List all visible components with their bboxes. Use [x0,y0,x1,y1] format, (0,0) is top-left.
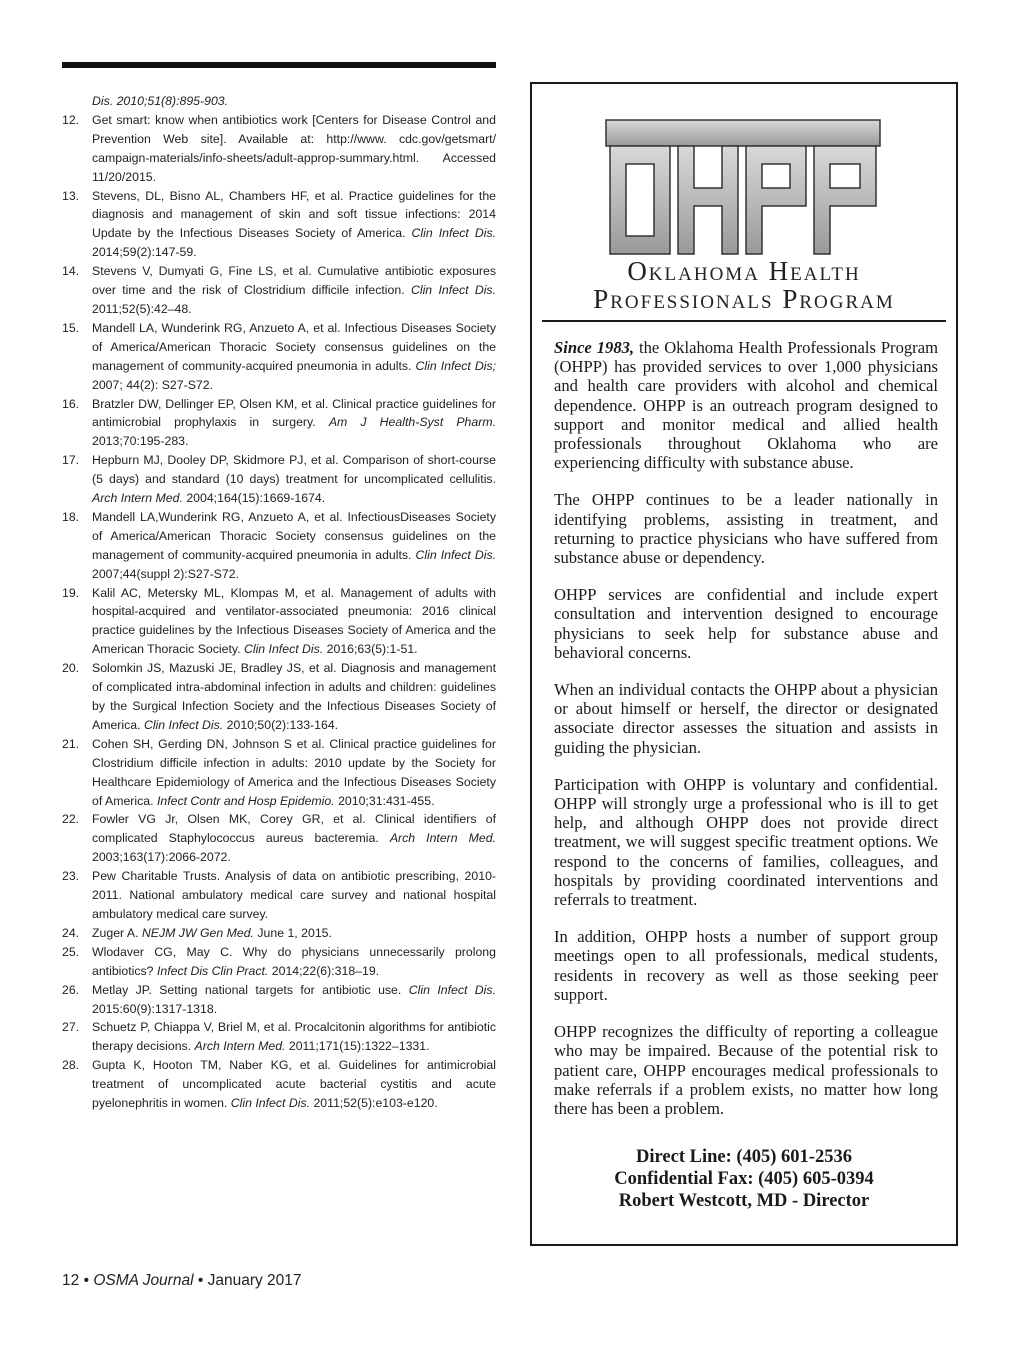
logo-top-band [606,120,880,146]
reference-continuation [62,92,496,111]
ad-body [554,338,938,1136]
reference-citation: Hepburn MJ, Dooley DP, Skidmore PJ, et al. Comparison of short-course (5 days) and standard (10 days) treatment for uncomplicated cellulitis. [92,453,496,487]
issue-date: January 2017 [207,1272,302,1289]
reference-item [62,451,496,508]
reference-list [62,92,496,1113]
reference-citation: Mandell LA, Wunderink RG, Anzueto A, et al. Infectious Diseases Society of America/American Thoracic Society consensus guidelines on the management of community-acquired pneumonia in adults. [92,320,496,373]
ad-paragraph-2: The OHPP continues to be a leader nationally in identifying problems, assisting in treatment, and returning to practice physicians who have suffered from substance abuse or dependency. [554,490,938,568]
reference-number: 13. [62,188,80,203]
top-rule [62,62,496,68]
reference-text [92,319,496,395]
program-name-line2: Professionals Program [593,284,895,314]
reference-text [92,735,496,811]
confidential-fax: Confidential Fax: (405) 605-0394 [614,1169,874,1189]
reference-text [92,111,496,187]
reference-item [62,867,496,924]
reference-volume: 2013;70:195-283. [92,434,189,449]
reference-journal: Am J Health-Syst Pharm. [328,415,496,430]
reference-citation: Get smart: know when antibiotics work [Centers for Disease Control and Prevention Web site]. Available at: http://www. cdc.gov/getsmart/ campaign-materials/info-sheets/adult-approp-summary.html. Accessed 11/20/2015. [92,112,496,184]
reference-item [62,319,496,395]
direct-line: Direct Line: (405) 601-2536 [636,1147,852,1167]
reference-number: 20. [62,661,80,676]
reference-volume: 2015:60(9):1317-1318. [92,1001,218,1016]
reference-text [92,262,496,319]
reference-citation: Mandell LA,Wunderink RG, Anzueto A, et al. InfectiousDiseases Society of America/American Thoracic Society consensus guidelines on the management of community-acquired pneumonia in adults. [92,509,496,562]
reference-number: 15. [62,320,80,335]
reference-journal: Infect Dis Clin Pract. [156,963,269,978]
reference-citation: Bratzler DW, Dellinger EP, Olsen KM, et al. Clinical practice guidelines for antimicrobial prophylaxis in surgery. [92,396,496,430]
reference-item [62,508,496,584]
ad-divider [542,320,946,322]
reference-text [92,943,496,981]
reference-citation: Stevens V, Dumyati G, Fine LS, et al. Cumulative antibiotic exposures over time and the risk of Clostridium difficile infection. [92,264,496,298]
contact-block [532,1146,956,1212]
ad-paragraph-5: Participation with OHPP is voluntary and confidential. OHPP will strongly urge a professional who is ill to get help, and although OHPP does not provide direct treatment, we will suggest specific treatment options. We respond to the concerns of families, colleagues, and hospitals by providing coordinated interventions and referrals to treatment. [554,774,938,910]
reference-text [92,508,496,584]
director-name: Robert Westcott, MD - Director [618,1191,870,1211]
reference-journal: Clin Infect Dis. [410,283,496,298]
reference-volume: 2010;50(2):133-164. [226,717,339,732]
reference-journal: Clin Infect Dis; [415,358,497,373]
reference-text [92,659,496,735]
reference-citation: Gupta K, Hooton TM, Naber KG, et al. Guidelines for antimicrobial treatment of uncomplicated acute bacterial cystitis and acute pyelonephritis in women. [92,1058,496,1111]
ad-paragraph-7: OHPP recognizes the difficulty of reporting a colleague who may be impaired. Because of the potential risk to patient care, OHPP encourages medical professionals to make referrals if a problem exists, no matter how long there has been a problem. [554,1022,938,1118]
page-number: 12 [62,1272,80,1289]
ad-paragraph-3: OHPP services are confidential and include expert consultation and intervention designed to encourage physicians to seek help for substance abuse and behavioral concerns. [554,585,938,662]
reference-citation: Wlodaver CG, May C. Why do physicians unnecessarily prolong antibiotics? [92,944,496,978]
reference-volume: 2004;164(15):1669-1674. [186,491,326,506]
reference-citation: Cohen SH, Gerding DN, Johnson S et al. Clinical practice guidelines for Clostridium difficile infection in adults: 2010 update by the Society for Healthcare Epidemiology of America and the Infectious Diseases Society of America. [92,736,496,808]
footer-bullet-2: • [197,1272,204,1289]
footer-bullet-1: • [83,1272,89,1289]
reference-journal: Clin Infect Dis. [411,226,497,241]
logo-letter-o [610,146,670,254]
reference-volume: 2011;171(15):1322–1331. [288,1039,430,1054]
reference-citation: Metlay JP. Setting national targets for antibiotic use. [92,982,402,997]
reference-citation: Pew Charitable Trusts. Analysis of data on antibiotic prescribing, 2010-2011. National ambulatory medical care survey and national hospital ambulatory medical care survey. [92,869,496,921]
reference-text [92,451,496,508]
reference-text [92,1056,496,1113]
reference-journal: Clin Infect Dis. [243,642,324,657]
reference-number: 28. [62,1058,80,1073]
reference-journal: Arch Intern Med. [194,1039,286,1054]
reference-text [92,981,496,1019]
reference-citation: Kalil AC, Metersky ML, Klompas M, et al. Management of adults with hospital-acquired and ventilator-associated pneumonia: 2016 clinical practice guidelines by the Infectious Diseases Society of America and the American Thoracic Society. [92,585,496,657]
ad-paragraph-4: When an individual contacts the OHPP about a physician or about himself or herself, the director or designated associate director assesses the situation and assists in guiding the physician. [554,680,938,757]
reference-number: 21. [62,736,80,751]
ohpp-advertisement [530,82,958,1246]
reference-number: 12. [62,112,80,127]
reference-journal: Clin Infect Dis. [143,717,224,732]
journal-name: OSMA Journal [93,1272,194,1289]
reference-item [62,187,496,263]
reference-text [92,924,496,943]
reference-item [62,981,496,1019]
reference-volume: 2007;44(suppl 2):S27-S72. [92,566,239,581]
ohpp-logo-graphic [604,118,882,260]
page-footer [62,1272,302,1290]
reference-volume: 2007; 44(2): S27-S72. [92,377,213,392]
reference-number: 16. [62,396,80,411]
reference-number: 26. [62,982,80,997]
reference-citation: Zuger A. [92,925,139,940]
reference-number: 18. [62,509,80,524]
reference-citation: Fowler VG Jr, Olsen MK, Corey GR, et al. Clinical identifiers of complicated Staphylococcus aureus bacteremia. [92,812,496,846]
reference-journal: Clin Infect Dis. [230,1096,311,1111]
ad-paragraph-1 [554,338,938,472]
reference-citation: Schuetz P, Chiappa V, Briel M, et al. Procalcitonin algorithms for antibiotic therapy decisions. [92,1020,496,1054]
reference-journal: Clin Infect Dis. [408,982,496,997]
reference-journal: Infect Contr and Hosp Epidemio. [156,793,335,808]
reference-item [62,810,496,867]
logo-letter-p2 [814,146,876,254]
ad-paragraph-1-text: the Oklahoma Health Professionals Program (OHPP) has provided services to over 1,000 physicians and health care providers with alcohol and chemical dependence. OHPP is an outreach program designed to support and monitor medical and allied health professionals throughout Oklahoma who are experiencing difficulty with substance abuse. [554,338,938,473]
reference-volume: 2014;22(6):318–19. [271,963,380,978]
reference-citation: Stevens, DL, Bisno AL, Chambers HF, et al. Practice guidelines for the diagnosis and management of skin and soft tissue infections: 2014 Update by the Infectious Diseases Society of America. [92,188,496,241]
reference-item [62,735,496,811]
reference-journal: Arch Intern Med. [389,831,497,846]
reference-volume: 2010;31:431-455. [338,793,435,808]
reference-text [92,1018,496,1056]
reference-item [62,395,496,452]
reference-continuation-text: Dis. 2010;51(8):895-903. [92,94,229,108]
reference-journal: Clin Infect Dis. [415,547,497,562]
reference-text [92,867,496,924]
reference-items [62,111,496,1113]
reference-journal: NEJM JW Gen Med. [141,925,254,940]
reference-text [92,187,496,263]
reference-item [62,1018,496,1056]
program-name-line1: Oklahoma Health [627,256,861,286]
reference-item [62,1056,496,1113]
reference-volume: 2003;163(17):2066-2072. [92,850,231,865]
reference-citation: Solomkin JS, Mazuski JE, Bradley JS, et al. Diagnosis and management of complicated intra-abdominal infection in adults and children: guidelines by the Surgical Infection Society and the Infectious Diseases Society of America. [92,661,496,732]
reference-item [62,924,496,943]
reference-item [62,943,496,981]
reference-number: 19. [62,585,80,600]
reference-item [62,659,496,735]
reference-number: 22. [62,812,80,827]
reference-number: 27. [62,1020,80,1035]
reference-volume: 2014;59(2):147-59. [92,245,197,260]
ad-paragraph-6: In addition, OHPP hosts a number of support group meetings open to all professionals, medical students, residents in recovery as well as those seeking peer support. [554,927,938,1004]
reference-volume: 2011;52(5):e103-e120. [313,1096,438,1111]
reference-text [92,584,496,660]
reference-number: 14. [62,264,80,279]
reference-number: 25. [62,944,80,959]
ohpp-logo [604,118,882,260]
reference-volume: 2016;63(5):1-51. [326,642,418,657]
reference-text [92,395,496,452]
since-1983: Since 1983, [554,338,635,357]
reference-item [62,111,496,187]
reference-volume: 2011;52(5):42–48. [92,301,192,316]
reference-number: 23. [62,869,80,884]
reference-number: 24. [62,925,80,940]
reference-volume: June 1, 2015. [257,925,332,940]
reference-item [62,584,496,660]
reference-text [92,810,496,867]
reference-item [62,262,496,319]
logo-letter-p1 [746,146,806,254]
reference-number: 17. [62,453,80,468]
reference-journal: Arch Intern Med. [92,491,183,506]
logo-letter-h [678,146,738,254]
